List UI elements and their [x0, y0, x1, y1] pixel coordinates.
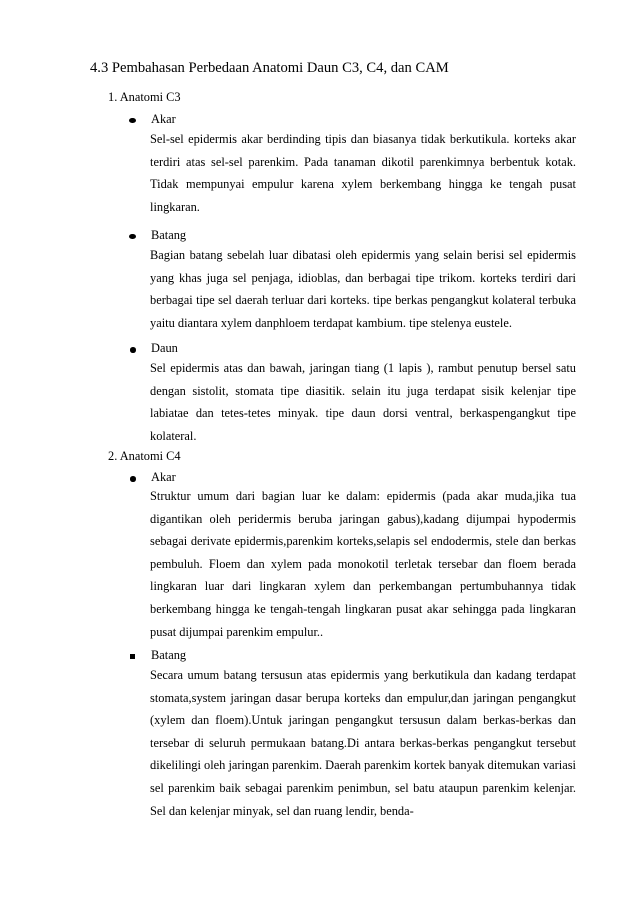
- paragraph-daun-c3: Sel epidermis atas dan bawah, jaringan tiang (1 lapis ), rambut penutup bersel satu dengan sistolit, stomata tipe diasitik. selain itu juga terdapat sisik kelenjar tipe labiatae dan tetes-tetes minyak. tipe daun dorsi ventral, berkaspengangkut tipe kolateral.: [150, 361, 576, 443]
- subheading-daun-c3: Daun: [151, 341, 178, 355]
- bullet-icon: [130, 476, 136, 482]
- section-heading: 4.3 Pembahasan Perbedaan Anatomi Daun C3, C4, dan CAM: [90, 60, 449, 76]
- subheading-akar-c4: Akar: [151, 470, 176, 484]
- paragraph-batang-c3: Bagian batang sebelah luar dibatasi oleh epidermis yang selain berisi sel epidermis yang khas juga sel penjaga, idioblas, dan berbagai tipe trikom. korteks terdiri dari berbagai tipe sel daerah terluar dari korteks. tipe berkas pengangkut kolateral terbuka yaitu diantara xylem danphloem terdapat kambium. tipe stelenya eustele.: [150, 248, 576, 330]
- subheading-akar-c3: Akar: [151, 112, 176, 126]
- bullet-icon: [129, 118, 136, 123]
- paragraph-akar-c3: Sel-sel epidermis akar berdinding tipis dan biasanya tidak berkutikula. korteks akar terdiri atas sel-sel parenkim. Pada tanaman dikotil parenkimnya berbentuk kotak. Tidak mempunyai empulur karena xylem berkembang hingga ke tengah pusat lingkaran.: [150, 132, 576, 214]
- bullet-icon: [130, 347, 136, 353]
- subheading-batang-c3: Batang: [151, 228, 187, 242]
- list-number-anatomi-c4: 2. Anatomi C4: [108, 449, 181, 463]
- paragraph-akar-c4: Struktur umum dari bagian luar ke dalam: epidermis (pada akar muda,jika tua digantikan oleh peridermis beruba jaringan gabus),kadang dijumpai hypodermis sebagai derivate epidermis,parenkim korteks,selapis sel endodermis, stele dan berkas pembuluh. Floem dan xylem pada monokotil terletak tersebar dan floem berada lingkaran luar dari lingkaran xylem dan perkembangan pertumbuhannya tidak berkembang hingga ke tengah-tengah lingkaran pusat akar sehingga pada lingkaran pusat dijumpai parenkim empulur..: [150, 489, 576, 639]
- bullet-icon: [129, 234, 136, 239]
- list-number-anatomi-c3: 1. Anatomi C3: [108, 90, 181, 104]
- subheading-batang-c4: Batang: [151, 648, 187, 662]
- bullet-square-icon: [130, 654, 135, 659]
- paragraph-batang-c4: Secara umum batang tersusun atas epidermis yang berkutikula dan kadang terdapat stomata,system jaringan dasar berupa korteks dan empulur,dan jaringan pengangkut (xylem dan floem).Untuk jaringan pengangkut tersusun dalam berkas-berkas dan tersebar di seluruh permukaan batang.Di antara berkas-berkas pengangkut tersebut dikelilingi oleh jaringan parenkim. Daerah parenkim kortek banyak ditemukan variasi sel parenkim baik sebagai parenkim penimbun, sel batu ataupun parenkim kelenjar. Sel dan kelenjar minyak, sel dan ruang lendir, benda-: [150, 668, 576, 818]
